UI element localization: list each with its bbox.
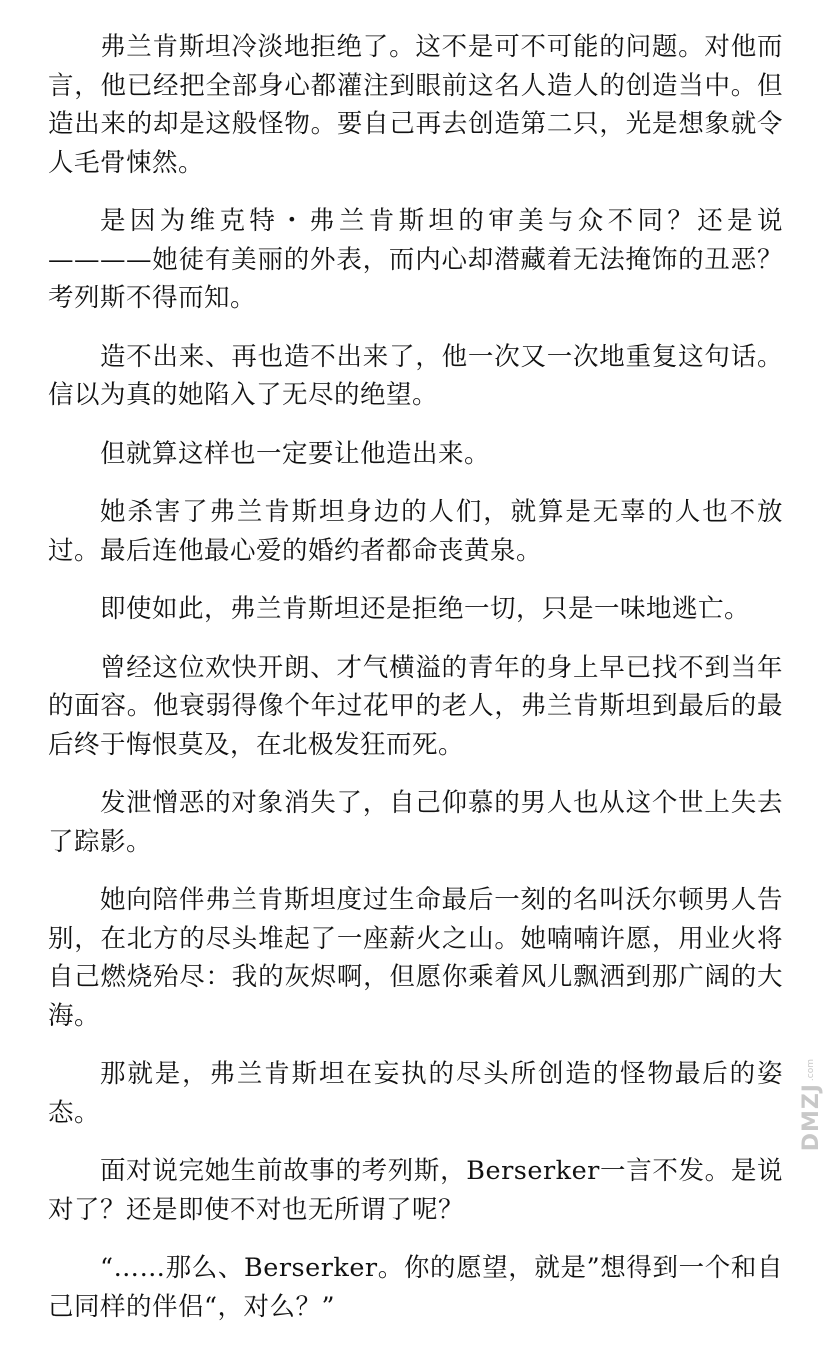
site-watermark: [798, 1041, 824, 1151]
paragraph-1: 弗兰肯斯坦冷淡地拒绝了。这不是可不可能的问题。对他而言，他已经把全部身心都灌注到眼前这名人造人的创造当中。但造出来的却是这般怪物。要自己再去创造第二只，光是想象就令人毛骨悚然。: [48, 32, 783, 178]
paragraph-5: 她杀害了弗兰肯斯坦身边的人们，就算是无辜的人也不放过。最后连他最心爱的婚约者都命丧黄泉。: [48, 497, 783, 566]
paragraph-6: 即使如此，弗兰肯斯坦还是拒绝一切，只是一味地逃亡。: [100, 594, 751, 624]
watermark-suffix: .com: [806, 1058, 816, 1081]
paragraph-10: 那就是，弗兰肯斯坦在妄执的尽头所创造的怪物最后的姿态。: [48, 1059, 783, 1128]
novel-page: [48, 28, 783, 1346]
paragraph-8: 发泄憎恶的对象消失了，自己仰慕的男人也从这个世上失去了踪影。: [48, 788, 783, 857]
watermark-brand: DMZJ: [798, 1082, 824, 1151]
paragraph-2: 是因为维克特・弗兰肯斯坦的审美与众不同？还是说————她徒有美丽的外表，而内心却潜藏着无法掩饰的丑恶？考列斯不得而知。: [48, 206, 783, 313]
paragraph-3: 造不出来、再也造不出来了，他一次又一次地重复这句话。信以为真的她陷入了无尽的绝望。: [48, 341, 783, 410]
paragraph-7: 曾经这位欢快开朗、才气横溢的青年的身上早已找不到当年的面容。他衰弱得像个年过花甲的老人，弗兰肯斯坦到最后的最后终于悔恨莫及，在北极发狂而死。: [48, 652, 783, 760]
paragraph-9: 她向陪伴弗兰肯斯坦度过生命最后一刻的名叫沃尔顿男人告别，在北方的尽头堆起了一座薪火之山。她喃喃许愿，用业火将自己燃烧殆尽：我的灰烬啊，但愿你乘着风儿飘洒到那广阔的大海。: [48, 885, 783, 1031]
paragraph-11: 面对说完她生前故事的考列斯，Berserker一言不发。是说对了？还是即使不对也无所谓了呢？: [48, 1156, 783, 1225]
paragraph-12: “……那么、Berserker。你的愿望，就是”想得到一个和自己同样的伴侣“，对么？”: [48, 1253, 783, 1322]
paragraph-4: 但就算这样也一定要让他造出来。: [100, 438, 491, 469]
